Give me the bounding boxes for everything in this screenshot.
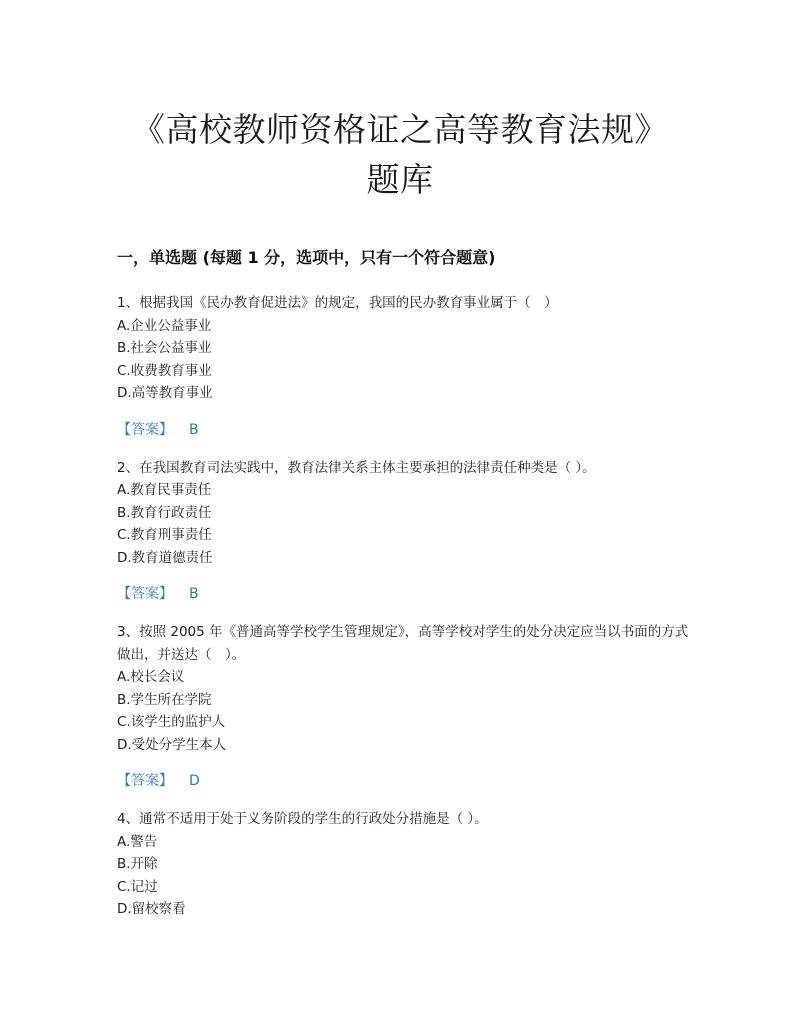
- answer-value: B: [189, 421, 199, 438]
- question-stem: 1、根据我国《民办教育促进法》的规定，我国的民办教育事业属于（ ）: [117, 295, 558, 311]
- answer-line: [117, 583, 697, 605]
- option-b: B.社会公益事业: [117, 340, 212, 356]
- question-stem: 2、在我国教育司法实践中，教育法律关系主体主要承担的法律责任种类是（ ）。: [117, 459, 596, 476]
- question-item: [117, 292, 697, 441]
- question-stem: 4、通常不适用于处于义务阶段的学生的行政处分措施是（ ）。: [117, 811, 488, 827]
- option-c: C.教育刑事责任: [117, 527, 212, 543]
- option-b: B.开除: [117, 856, 158, 872]
- option-c: C.收费教育事业: [117, 362, 212, 379]
- section-heading: 一，单选题 (每题 1 分，选项中，只有一个符合题意): [117, 248, 496, 267]
- option-d: D.高等教育事业: [117, 385, 213, 401]
- answer-value: B: [189, 586, 199, 602]
- option-a: A.警告: [117, 833, 158, 850]
- answer-label: 【答案】: [117, 773, 173, 789]
- document-title-line2: 题库: [366, 160, 434, 199]
- option-b: B.教育行政责任: [117, 504, 212, 521]
- answer-label: 【答案】: [117, 586, 173, 602]
- option-d: D.受处分学生本人: [117, 736, 227, 753]
- option-a: A.校长会议: [117, 669, 185, 685]
- option-c: C.该学生的监护人: [117, 714, 226, 730]
- question-item: [117, 621, 697, 792]
- answer-line: [117, 770, 697, 792]
- question-item: [117, 457, 697, 606]
- answer-label: 【答案】: [117, 421, 173, 438]
- option-d: D.留校察看: [117, 901, 186, 917]
- question-list: [117, 292, 697, 921]
- question-item: [117, 808, 697, 921]
- answer-value: D: [189, 773, 200, 789]
- question-stem: 3、按照 2005 年《普通高等学校学生管理规定》，高等学校对学生的处分决定应当以书面的方式做出，并送达（ ）。: [117, 624, 689, 663]
- option-a: A.教育民事责任: [117, 482, 212, 498]
- option-a: A.企业公益事业: [117, 317, 212, 334]
- document-title: 《高校教师资格证之高等教育法规》: [132, 110, 668, 149]
- option-c: C.记过: [117, 878, 158, 895]
- option-d: D.教育道德责任: [117, 549, 213, 566]
- answer-line: [117, 419, 697, 441]
- option-b: B.学生所在学院: [117, 691, 212, 708]
